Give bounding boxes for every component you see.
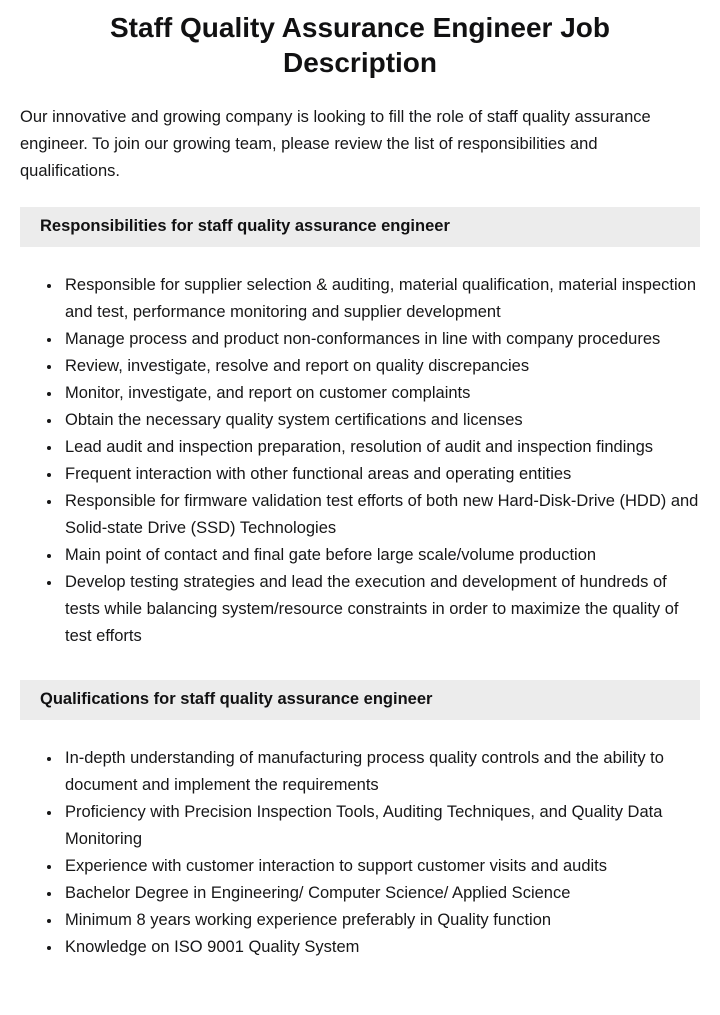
qualification-item: • Experience with customer interaction to support customer visits and audits: [62, 853, 700, 880]
responsibility-item: • Obtain the necessary quality system certifications and licenses: [62, 407, 700, 434]
qualification-item: • Knowledge on ISO 9001 Quality System: [62, 934, 700, 961]
qualifications-section-header: [20, 680, 700, 720]
page-title: Staff Quality Assurance Engineer Job Description: [110, 12, 610, 78]
responsibility-item: • Develop testing strategies and lead the execution and development of hundreds of tests while balancing system/resource constraints in order to maximize the quality of test efforts: [62, 569, 700, 650]
responsibilities-heading-text: Responsibilities for staff quality assurance engineer: [40, 217, 450, 235]
responsibility-item: • Main point of contact and final gate before large scale/volume production: [62, 542, 700, 569]
responsibility-item: • Monitor, investigate, and report on customer complaints: [62, 380, 700, 407]
responsibility-item: • Responsible for supplier selection & auditing, material qualification, material inspection and test, performance monitoring and supplier development: [62, 272, 700, 326]
qualification-item: • In-depth understanding of manufacturing process quality controls and the ability to document and implement the requirements: [62, 745, 700, 799]
responsibility-item: • Lead audit and inspection preparation, resolution of audit and inspection findings: [62, 434, 700, 461]
responsibility-item: • Responsible for firmware validation test efforts of both new Hard-Disk-Drive (HDD) and Solid-state Drive (SSD) Technologies: [62, 488, 700, 542]
qualifications-heading-text: Qualifications for staff quality assurance engineer: [40, 690, 433, 708]
responsibility-item: • Frequent interaction with other functional areas and operating entities: [62, 461, 700, 488]
intro-paragraph: Our innovative and growing company is looking to fill the role of staff quality assurance engineer. To join our growing team, please review the list of responsibilities and qualifications.: [20, 108, 651, 180]
qualification-item: • Bachelor Degree in Engineering/ Computer Science/ Applied Science: [62, 880, 700, 907]
qualification-item: • Proficiency with Precision Inspection Tools, Auditing Techniques, and Quality Data Monitoring: [62, 799, 700, 853]
responsibility-item: • Review, investigate, resolve and report on quality discrepancies: [62, 353, 700, 380]
responsibility-item: • Manage process and product non-conformances in line with company procedures: [62, 326, 700, 353]
responsibilities-list: [20, 272, 700, 650]
qualifications-list: [20, 745, 700, 961]
qualification-item: • Minimum 8 years working experience preferably in Quality function: [62, 907, 700, 934]
responsibilities-section-header: [20, 207, 700, 247]
